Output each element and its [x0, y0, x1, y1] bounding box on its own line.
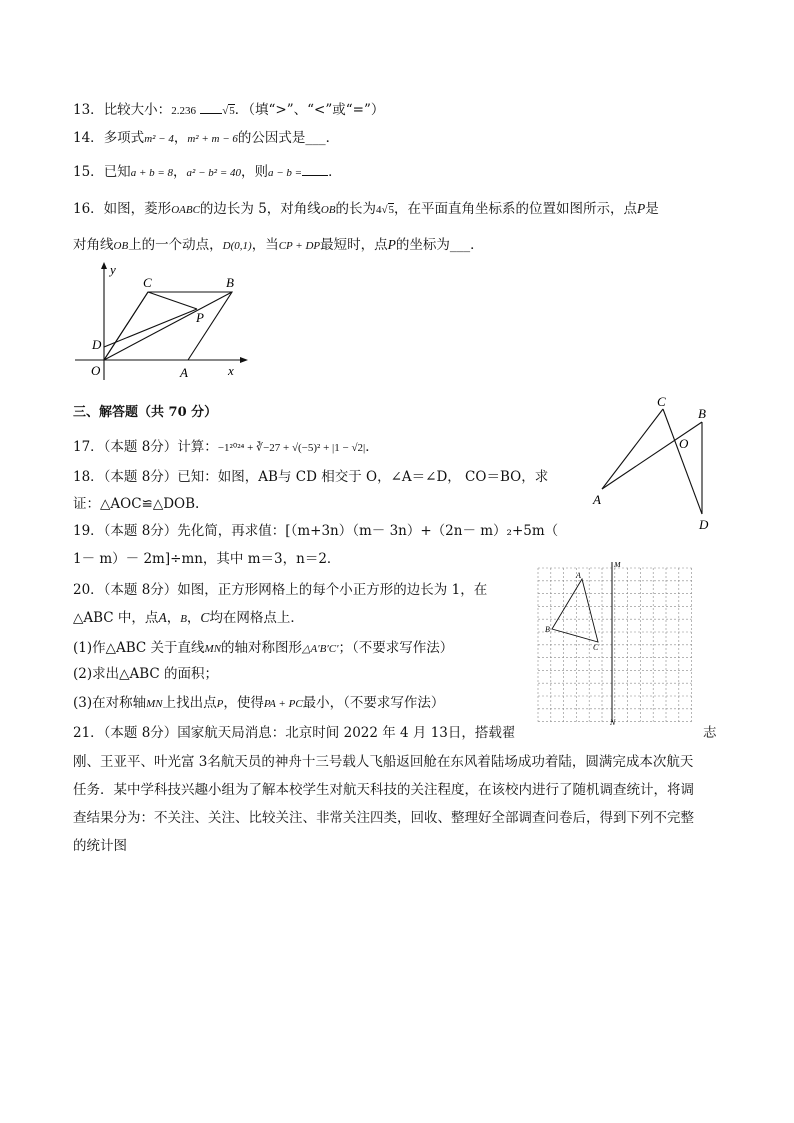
question-21-line1: 21．（本题 8分）国家航天局消息：北京时间 2022 年 4 月 13日，搭载翟: [73, 725, 516, 741]
section-heading: 三、解答题（共 70 分）: [73, 405, 218, 420]
question-14: 14．多项式m² − 4，m² + m − 6的公因式是___．: [73, 130, 340, 146]
question-21-line2: 刚、王亚平、叶光富 3名航天员的神舟十三号载人飞船返回舱在东风着陆场成功着陆，圆满完成本次航天: [73, 754, 694, 770]
svg-text:C: C: [593, 643, 599, 652]
svg-text:C: C: [143, 275, 152, 290]
svg-text:y: y: [110, 262, 116, 277]
svg-text:O: O: [91, 363, 101, 378]
question-18-line2: 证：△AOC≌△DOB.: [73, 496, 200, 512]
question-16-line2: 对角线OB上的一个动点，D(0,1)，当CP + DP最短时，点P的坐标为___．: [73, 237, 484, 253]
answer-blank: [200, 101, 222, 114]
question-21-line3: 任务．某中学科技兴趣小组为了解本校学生对航天科技的关注程度，在该校内进行了随机调查统计，将调: [73, 782, 694, 798]
svg-text:P: P: [196, 310, 204, 325]
question-20-line2: △ABC 中，点A，B，C均在网格点上．: [73, 610, 304, 626]
question-18-line1: 18．（本题 8分）已知：如图，AB与 CD 相交于 O，∠A＝∠D， CO＝BO，求: [73, 469, 549, 485]
rhombus-figure: [70, 262, 250, 387]
svg-text:D: D: [699, 517, 709, 532]
question-13: 13．比较大小：2.236 √5．（填“>”、“<”或“=”）: [73, 102, 385, 118]
svg-text:B: B: [698, 406, 706, 421]
question-16-line1: 16．如图，菱形OABC的边长为 5，对角线OB的长为4√5，在平面直角坐标系的位置如图所示，点P是: [73, 201, 659, 217]
question-21-line1-end: 志: [703, 725, 717, 741]
svg-text:B: B: [226, 275, 234, 290]
question-17: 17．（本题 8分）计算：−1²⁰²⁴ + ∛−27 + √(−5)² + |1 − √2|．: [73, 439, 379, 455]
svg-text:A: A: [593, 492, 601, 507]
svg-text:M: M: [614, 562, 621, 569]
question-19-line1: 19．（本题 8分）先化简，再求值：[（m+3n）（m－ 3n）+（2n－ m）₂+5m（: [73, 523, 559, 539]
svg-text:A: A: [576, 571, 581, 580]
svg-text:N: N: [610, 718, 616, 726]
question-21-line5: 的统计图: [73, 838, 127, 854]
svg-text:O: O: [679, 436, 689, 451]
question-20-line1: 20．（本题 8分）如图，正方形网格上的每个小正方形的边长为 1，在: [73, 582, 488, 598]
svg-text:A: A: [180, 365, 188, 380]
question-19-line2: 1－ m）－ 2m]÷mn，其中 m＝3，n＝2．: [73, 551, 341, 567]
question-20-part1: (1)作△ABC 关于直线MN的轴对称图形△A′B′C′；（不要求写作法）: [73, 640, 454, 656]
question-20-part2: (2)求出△ABC 的面积；: [73, 666, 219, 682]
svg-text:D: D: [92, 337, 102, 352]
question-20-part3: (3)在对称轴MN上找出点P，使得PA + PC最小，（不要求写作法）: [73, 695, 445, 711]
question-21-line4: 查结果分为：不关注、关注、比较关注、非常关注四类，回收、整理好全部调查问卷后，得到下列不完整: [73, 810, 694, 826]
intersecting-lines-figure: [585, 392, 720, 537]
square-grid-figure: [536, 562, 692, 726]
question-15: 15．已知a + b = 8，a² − b² = 40，则a − b = ．: [73, 164, 342, 180]
svg-text:x: x: [228, 363, 234, 378]
svg-text:C: C: [657, 394, 666, 409]
svg-text:B: B: [545, 625, 550, 634]
